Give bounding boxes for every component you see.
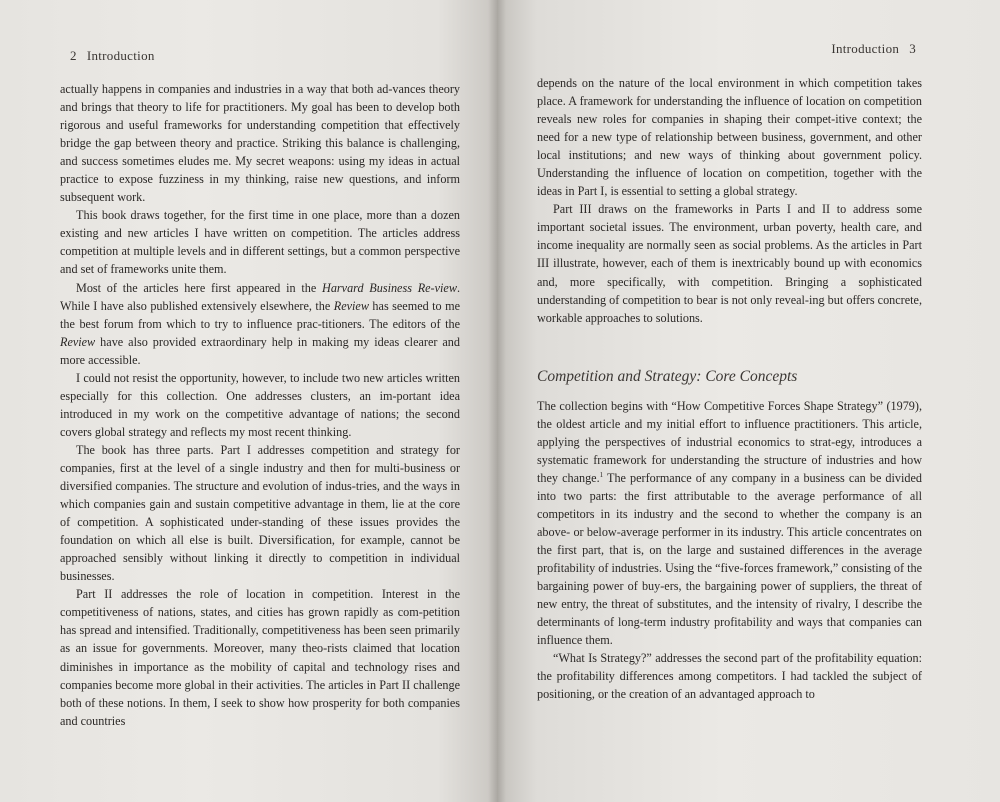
left-page: [0, 0, 497, 802]
section-heading: Competition and Strategy: Core Concepts: [537, 367, 798, 385]
right-page: [497, 0, 1000, 802]
right-running-head: [831, 41, 926, 57]
paragraph: The collection begins with “How Competitive Forces Shape Strategy” (1979), the oldest article and my initial effort to influence practitioners. This article, applying the perspectives of industrial economics to strat-egy, introduces a systematic framework for understanding the structure of industries and how they change.$^1$ The performance of any company in a business can be divided into two parts: the first attributable to the average performance of all competitors in its industry and the second to whether the company is an above- or below-average performer in its industry. This article concentrates on the first part, that is, on the large and sustained differences in the average profitability of industries. Using the “five-forces framework,” consisting of the bargaining power of buy-ers, the bargaining power of suppliers, the threat of new entry, the threat of substitutes, and the intensity of rivalry, I describe the determinants of long-term industry profitability and ways that companies can influence them.: [537, 398, 922, 648]
paragraph: I could not resist the opportunity, however, to include two new articles written especially for this collection. One addresses clusters, an im-portant idea introduced in my work on the competitive advantage of nations; the second covers global strategy and reflects my most recent thinking.: [60, 370, 460, 439]
left-body-text: [60, 80, 460, 730]
left-running-head-title: Introduction: [86, 48, 155, 63]
left-page-number: 2: [70, 48, 77, 63]
review-title: Review: [333, 298, 369, 313]
review-title: Review: [60, 334, 96, 349]
right-body-text: [537, 74, 922, 703]
footnote-marker: 1: [599, 470, 604, 479]
paragraph: “What Is Strategy?” addresses the second part of the profitability equation: the profitability differences among competitors. I had tackled the subject of positioning, or the creation of an advantaged approach to: [537, 651, 922, 702]
paragraph: This book draws together, for the first time in one place, more than a dozen existing and new articles I have written on competition. The articles address competition at multiple levels and in different settings, but a common perspective and set of frameworks unite them.: [60, 208, 460, 277]
book-gutter: [488, 0, 506, 802]
hbr-title: Harvard Business Re-view: [322, 280, 457, 295]
paragraph: The book has three parts. Part I addresses competition and strategy for companies, first at the level of a single industry and then for multi-business or diversified companies. The structure and evolution of indus-tries, and the ways in which companies gain and sustain competitive advantage in them, lie at the core of competition. A sophisticated under-standing of these issues provides the foundation on which all else is built. Diversification, for example, cannot be approached sensibly without linking it directly to competition in individual businesses.: [60, 442, 460, 584]
paragraph-harvard: Most of the articles here first appeared in the Harvard Business Re-view. While I have also published extensively elsewhere, the Review has seemed to me the best forum from which to try to influence prac-titioners. The editors of the Review have also provided extraordinary help in making my ideas clearer and more accessible.: [60, 280, 460, 367]
right-running-head-title: Introduction: [831, 41, 900, 56]
right-page-number: 3: [909, 41, 916, 56]
left-running-head: [60, 48, 155, 64]
paragraph: actually happens in companies and industries in a way that both ad-vances theory and brings that theory to life for practitioners. My goal has been to develop both rigorous and useful frameworks for understanding competition that effectively bridge the gap between theory and practice. Striking this balance is challenging, and success sometimes eludes me. My secret weapons: using my ideas in actual practice to expose fuzziness in my thinking, raise new questions, and inform subsequent work.: [60, 82, 460, 205]
paragraph: Part III draws on the frameworks in Parts I and II to address some important societal issues. The environment, urban poverty, health care, and income inequality are normally seen as social problems. As the articles in Part III illustrate, however, each of them is inextricably bound up with economics and, more specifically, with competition. Bringing a sophisticated understanding of competition to bear is not only reveal-ing but offers concrete, workable approaches to solutions.: [537, 202, 922, 325]
paragraph: depends on the nature of the local environment in which competition takes place. A framework for understanding the influence of location on competition reveals new roles for companies in shaping their compet-itive context; the need for a new type of relationship between business, government, and other local institutions; and new ways of thinking about government policy. Understanding the influence of location on competition, together with the ideas in Part I, is essential to setting a global strategy.: [537, 76, 922, 199]
paragraph: Part II addresses the role of location in competition. Interest in the competitiveness of nations, states, and cities has grown rapidly as com-petition has spread and intensified. Traditionally, competitiveness has been seen primarily as an issue for governments. Moreover, many theo-rists claimed that location diminishes in importance as the mobility of capital and technology rises and companies become more global in their activities. The articles in Part II challenge both of these notions. In them, I seek to show how prosperity for both companies and countries: [60, 587, 460, 728]
